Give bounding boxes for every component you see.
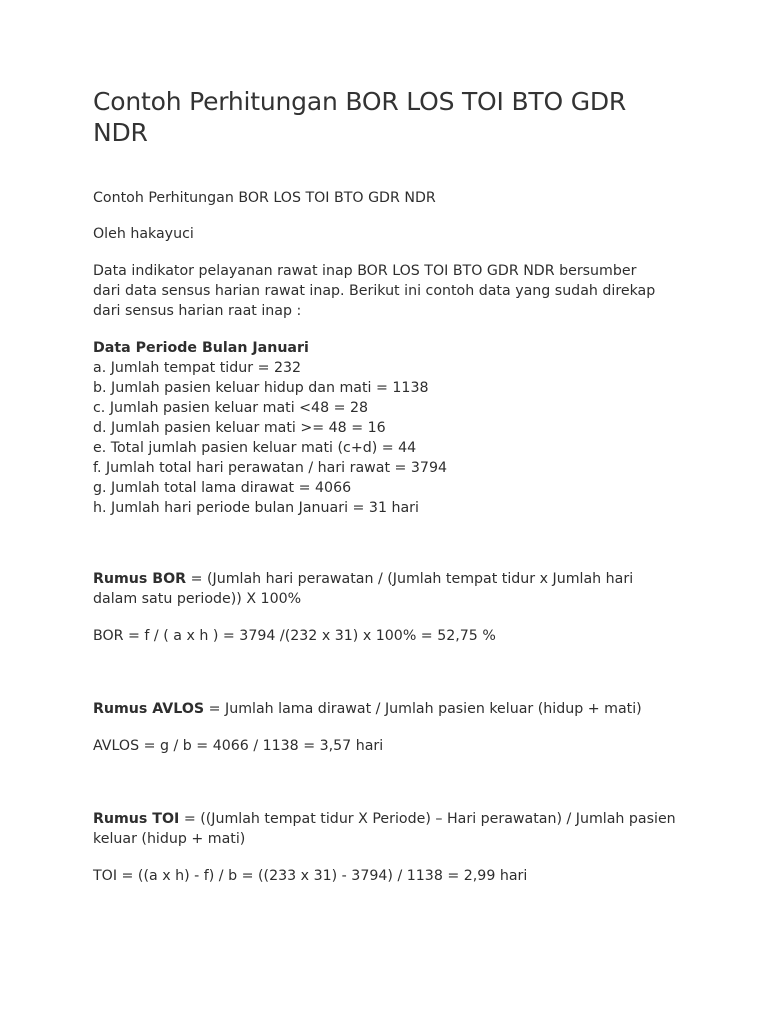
list-item: a. Jumlah tempat tidur = 232 — [93, 360, 302, 376]
list-item: b. Jumlah pasien keluar hidup dan mati = 1138 — [93, 380, 429, 396]
bor-formula-text: = (Jumlah hari perawatan / (Jumlah tempat tidur x Jumlah hari dalam satu periode)) X 100% — [93, 571, 634, 607]
avlos-formula — [93, 699, 693, 719]
toi-formula-text: = ((Jumlah tempat tidur X Periode) – Hari perawatan) / Jumlah pasien keluar (hidup + mati) — [93, 811, 676, 847]
bor-formula — [93, 569, 653, 609]
period-data-block — [93, 338, 693, 518]
avlos-formula-text: = Jumlah lama dirawat / Jumlah pasien keluar (hidup + mati) — [204, 701, 642, 717]
list-item: c. Jumlah pasien keluar mati <48 = 28 — [93, 400, 369, 416]
list-item: h. Jumlah hari periode bulan Januari = 31 hari — [93, 500, 419, 516]
list-item: e. Total jumlah pasien keluar mati (c+d) = 44 — [93, 440, 417, 456]
data-list — [93, 358, 693, 518]
list-item: d. Jumlah pasien keluar mati >= 48 = 16 — [93, 420, 386, 436]
period-heading: Data Periode Bulan Januari — [93, 340, 309, 356]
toi-formula — [93, 809, 683, 849]
list-item: f. Jumlah total hari perawatan / hari rawat = 3794 — [93, 460, 448, 476]
document-subtitle: Contoh Perhitungan BOR LOS TOI BTO GDR NDR — [93, 190, 436, 206]
avlos-calculation: AVLOS = g / b = 4066 / 1138 = 3,57 hari — [93, 738, 384, 754]
intro-paragraph: Data indikator pelayanan rawat inap BOR LOS TOI BTO GDR NDR bersumber dari data sensus harian rawat inap. Berikut ini contoh data yang sudah direkap dari sensus harian raat inap : — [93, 263, 656, 319]
list-item: g. Jumlah total lama dirawat = 4066 — [93, 480, 352, 496]
document-page — [93, 86, 693, 886]
author-line: Oleh hakayuci — [93, 226, 194, 242]
avlos-label: Rumus AVLOS — [93, 701, 205, 717]
toi-label: Rumus TOI — [93, 811, 180, 827]
bor-calculation: BOR = f / ( a x h ) = 3794 /(232 x 31) x 100% = 52,75 % — [93, 628, 496, 644]
bor-label: Rumus BOR — [93, 571, 187, 587]
document-title: Contoh Perhitungan BOR LOS TOI BTO GDR NDR — [93, 87, 627, 147]
toi-calculation: TOI = ((a x h) - f) / b = ((233 x 31) - 3794) / 1138 = 2,99 hari — [93, 868, 528, 884]
